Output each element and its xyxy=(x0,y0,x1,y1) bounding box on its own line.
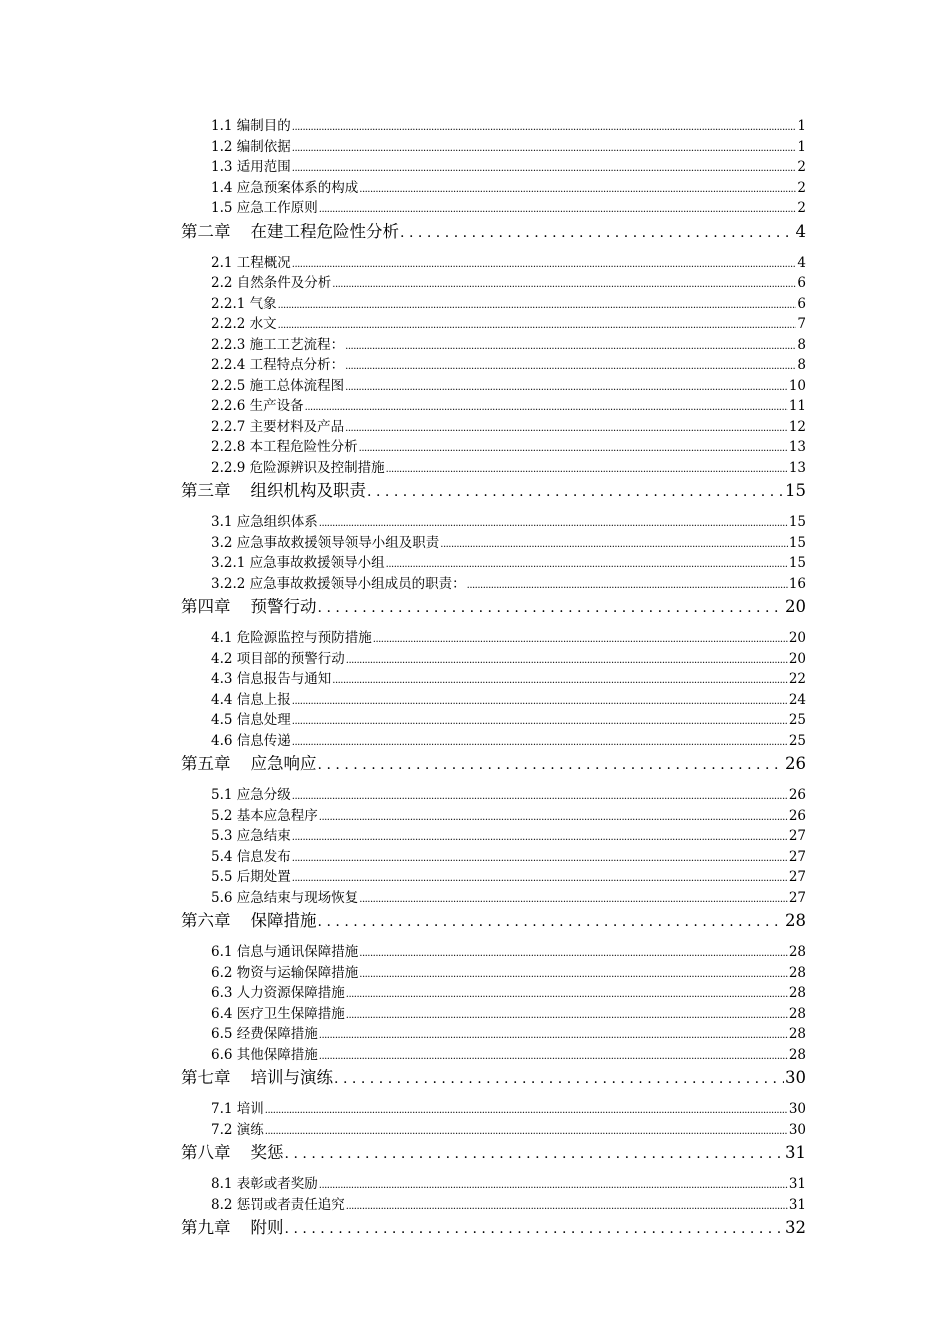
page-number: 24 xyxy=(788,691,806,708)
section-label: 5.1 应急分级 xyxy=(211,787,291,803)
toc-chapter-entry[interactable] xyxy=(181,1140,806,1166)
section-label: 8.2 惩罚或者责任追究 xyxy=(211,1196,345,1213)
section-label: 2.2.3 施工工艺流程： xyxy=(211,336,345,353)
toc-section-entry[interactable] xyxy=(211,867,806,888)
dot-leader xyxy=(359,965,788,986)
toc-section-entry[interactable] xyxy=(211,417,806,438)
chapter-number: 第二章 xyxy=(181,221,231,241)
toc-section-entry[interactable] xyxy=(211,1004,806,1025)
section-label: 6.2 物资与运输保障措施 xyxy=(211,964,359,981)
toc-section-entry[interactable] xyxy=(211,1174,806,1195)
dot-leader xyxy=(292,849,788,870)
page-number: 1 xyxy=(797,138,806,155)
page-number: 26 xyxy=(785,754,806,773)
dot-leader xyxy=(292,692,788,713)
page-number: 22 xyxy=(788,671,806,687)
toc-section-entry[interactable] xyxy=(211,669,806,690)
toc-chapter-entry[interactable] xyxy=(181,1215,806,1241)
chapter-number: 第九章 xyxy=(181,1218,231,1237)
toc-section-entry[interactable] xyxy=(211,942,806,963)
page-number: 1 xyxy=(797,118,806,134)
dot-leader xyxy=(318,752,785,778)
page-number: 25 xyxy=(788,732,806,749)
dot-leader xyxy=(292,787,788,808)
chapter-title: 预警行动 xyxy=(250,597,317,616)
toc-section-entry[interactable] xyxy=(211,355,806,376)
page-number: 28 xyxy=(788,944,806,960)
toc-section-entry[interactable] xyxy=(211,628,806,649)
page-number: 2 xyxy=(797,159,806,175)
section-label: 4.2 项目部的预警行动 xyxy=(211,650,345,667)
page-number: 31 xyxy=(788,1196,806,1213)
chapter-title: 应急响应 xyxy=(250,754,317,773)
dot-leader xyxy=(292,159,797,180)
section-label: 8.1 表彰或者奖励 xyxy=(211,1176,318,1192)
toc-chapter-entry[interactable] xyxy=(181,908,806,934)
section-label: 2.1 工程概况 xyxy=(211,254,291,271)
toc-section-entry[interactable] xyxy=(211,649,806,670)
dot-leader xyxy=(319,514,788,535)
section-label: 4.3 信息报告与通知 xyxy=(211,671,332,687)
section-label: 4.4 信息上报 xyxy=(211,691,291,708)
dot-leader xyxy=(305,398,788,419)
toc-section-entry[interactable] xyxy=(211,253,806,274)
table-of-contents xyxy=(181,116,806,1249)
toc-section-entry[interactable] xyxy=(211,198,806,219)
dot-leader xyxy=(292,712,788,733)
dot-leader xyxy=(359,944,788,965)
page-number: 6 xyxy=(797,275,806,291)
toc-section-entry[interactable] xyxy=(211,806,806,827)
page-number: 13 xyxy=(788,459,806,476)
dot-leader xyxy=(265,1101,788,1122)
toc-chapter-entry[interactable] xyxy=(181,594,806,620)
section-label: 2.2.8 本工程危险性分析 xyxy=(211,439,358,455)
dot-leader xyxy=(359,180,796,201)
dot-leader xyxy=(346,651,788,672)
section-label: 2.2.4 工程特点分析： xyxy=(211,357,345,373)
page-number: 13 xyxy=(788,439,806,455)
section-label: 2.2.5 施工总体流程图 xyxy=(211,377,345,394)
dot-leader xyxy=(292,828,788,849)
section-label: 2.2.2 水文 xyxy=(211,316,277,332)
toc-section-entry[interactable] xyxy=(211,396,806,417)
dot-leader xyxy=(292,255,797,276)
toc-chapter-entry[interactable] xyxy=(181,751,806,777)
dot-leader xyxy=(318,909,785,935)
dot-leader xyxy=(359,439,788,460)
page-number: 15 xyxy=(785,481,806,500)
page-number: 12 xyxy=(788,418,806,435)
toc-section-entry[interactable] xyxy=(211,826,806,847)
page-number: 15 xyxy=(788,534,806,551)
section-label: 5.6 应急结束与现场恢复 xyxy=(211,889,359,906)
page-number: 8 xyxy=(797,336,806,353)
chapter-number: 第五章 xyxy=(181,754,231,773)
chapter-number: 第六章 xyxy=(181,911,231,930)
page-number: 26 xyxy=(788,787,806,803)
toc-chapter-entry[interactable] xyxy=(181,1065,806,1091)
chapter-number: 第八章 xyxy=(181,1143,231,1162)
page-number: 27 xyxy=(788,869,806,885)
dot-leader xyxy=(319,808,788,829)
toc-section-entry[interactable] xyxy=(211,335,806,356)
section-label: 6.5 经费保障措施 xyxy=(211,1026,318,1042)
chapter-title: 在建工程危险性分析 xyxy=(250,221,399,241)
toc-section-entry[interactable] xyxy=(211,888,806,909)
dot-leader xyxy=(345,337,796,358)
section-label: 7.1 培训 xyxy=(211,1101,264,1117)
page-number: 28 xyxy=(788,1046,806,1063)
page-number: 26 xyxy=(788,807,806,824)
toc-section-entry[interactable] xyxy=(211,785,806,806)
dot-leader xyxy=(292,139,797,160)
page-number: 30 xyxy=(788,1101,806,1117)
toc-section-entry[interactable] xyxy=(211,963,806,984)
section-label: 1.3 适用范围 xyxy=(211,159,291,175)
toc-section-entry[interactable] xyxy=(211,983,806,1004)
chapter-title: 附则 xyxy=(250,1218,284,1237)
page-number: 31 xyxy=(788,1176,806,1192)
dot-leader xyxy=(400,220,795,246)
dot-leader xyxy=(319,1026,788,1047)
section-label: 4.6 信息传递 xyxy=(211,732,291,749)
toc-chapter-entry[interactable] xyxy=(181,478,806,504)
section-label: 2.2.9 危险源辨识及控制措施 xyxy=(211,459,385,476)
toc-section-entry[interactable] xyxy=(211,314,806,335)
toc-section-entry[interactable] xyxy=(211,376,806,397)
dot-leader xyxy=(367,479,784,505)
toc-section-entry[interactable] xyxy=(211,116,806,137)
page-number: 32 xyxy=(785,1218,806,1237)
chapter-title: 奖惩 xyxy=(250,1143,284,1162)
page-number: 20 xyxy=(788,650,806,667)
page-number: 4 xyxy=(795,221,806,241)
page-number: 27 xyxy=(788,889,806,906)
dot-leader xyxy=(386,555,788,576)
dot-leader xyxy=(318,595,785,621)
page-number: 8 xyxy=(797,357,806,373)
dot-leader xyxy=(345,419,788,440)
page-number: 28 xyxy=(788,964,806,981)
dot-leader xyxy=(345,378,788,399)
toc-section-entry[interactable] xyxy=(211,574,806,595)
section-label: 3.2 应急事故救援领导领导小组及职责 xyxy=(211,534,440,551)
toc-section-entry[interactable] xyxy=(211,294,806,315)
toc-section-entry[interactable] xyxy=(211,437,806,458)
dot-leader xyxy=(346,1006,788,1027)
section-label: 3.1 应急组织体系 xyxy=(211,514,318,530)
section-label: 4.1 危险源监控与预防措施 xyxy=(211,630,372,646)
toc-section-entry[interactable] xyxy=(211,137,806,158)
section-label: 3.2.1 应急事故救援领导小组 xyxy=(211,555,385,571)
page-number: 4 xyxy=(797,254,806,271)
page-number: 30 xyxy=(788,1121,806,1138)
toc-section-entry[interactable] xyxy=(211,273,806,294)
dot-leader xyxy=(440,535,788,556)
section-label: 2.2.7 主要材料及产品 xyxy=(211,418,345,435)
section-label: 1.4 应急预案体系的构成 xyxy=(211,179,359,196)
page-number: 15 xyxy=(788,514,806,530)
section-label: 6.1 信息与通讯保障措施 xyxy=(211,944,359,960)
chapter-number: 第三章 xyxy=(181,481,231,500)
page-number: 20 xyxy=(785,597,806,616)
section-label: 5.5 后期处置 xyxy=(211,869,291,885)
page-number: 6 xyxy=(797,295,806,312)
section-label: 7.2 演练 xyxy=(211,1121,264,1138)
dot-leader xyxy=(332,671,788,692)
dot-leader xyxy=(467,576,788,597)
toc-section-entry[interactable] xyxy=(211,690,806,711)
toc-section-entry[interactable] xyxy=(211,1045,806,1066)
toc-section-entry[interactable] xyxy=(211,1195,806,1216)
chapter-title: 保障措施 xyxy=(250,911,317,930)
section-label: 6.3 人力资源保障措施 xyxy=(211,985,345,1001)
page-number: 27 xyxy=(788,828,806,844)
page-number: 10 xyxy=(788,377,806,394)
chapter-title: 组织机构及职责 xyxy=(250,481,366,500)
toc-section-entry[interactable] xyxy=(211,847,806,868)
dot-leader xyxy=(359,890,788,911)
toc-chapter-entry[interactable] xyxy=(181,219,806,245)
dot-leader xyxy=(292,733,788,754)
page-number: 28 xyxy=(788,985,806,1001)
toc-section-entry[interactable] xyxy=(211,178,806,199)
toc-section-entry[interactable] xyxy=(211,1099,806,1120)
dot-leader xyxy=(334,1066,784,1092)
dot-leader xyxy=(278,296,797,317)
dot-leader xyxy=(292,869,788,890)
page-number: 28 xyxy=(785,911,806,930)
page-number: 27 xyxy=(788,848,806,865)
section-label: 6.4 医疗卫生保障措施 xyxy=(211,1005,345,1022)
page-number: 2 xyxy=(797,200,806,216)
section-label: 6.6 其他保障措施 xyxy=(211,1046,318,1063)
dot-leader xyxy=(346,1197,788,1218)
section-label: 3.2.2 应急事故救援领导小组成员的职责： xyxy=(211,575,466,592)
page-number: 7 xyxy=(797,316,806,332)
section-label: 1.1 编制目的 xyxy=(211,118,291,134)
section-label: 4.5 信息处理 xyxy=(211,712,291,728)
page-number: 31 xyxy=(785,1143,806,1162)
page-number: 30 xyxy=(785,1068,806,1087)
toc-section-entry[interactable] xyxy=(211,731,806,752)
page-number: 16 xyxy=(788,575,806,592)
page-number: 2 xyxy=(797,179,806,196)
section-label: 1.2 编制依据 xyxy=(211,138,291,155)
section-label: 2.2.6 生产设备 xyxy=(211,398,304,414)
section-label: 2.2.1 气象 xyxy=(211,295,277,312)
toc-section-entry[interactable] xyxy=(211,512,806,533)
section-label: 5.3 应急结束 xyxy=(211,828,291,844)
dot-leader xyxy=(319,200,797,221)
page-number: 20 xyxy=(788,630,806,646)
page-number: 11 xyxy=(788,398,806,414)
toc-section-entry[interactable] xyxy=(211,533,806,554)
section-label: 5.2 基本应急程序 xyxy=(211,807,318,824)
page-number: 25 xyxy=(788,712,806,728)
dot-leader xyxy=(285,1141,785,1167)
dot-leader xyxy=(346,985,788,1006)
dot-leader xyxy=(386,460,788,481)
dot-leader xyxy=(285,1216,785,1242)
section-label: 1.5 应急工作原则 xyxy=(211,200,318,216)
page-number: 28 xyxy=(788,1005,806,1022)
dot-leader xyxy=(265,1122,788,1143)
toc-section-entry[interactable] xyxy=(211,553,806,574)
toc-section-entry[interactable] xyxy=(211,1024,806,1045)
page-number: 15 xyxy=(788,555,806,571)
dot-leader xyxy=(332,275,796,296)
dot-leader xyxy=(373,630,788,651)
dot-leader xyxy=(292,118,797,139)
dot-leader xyxy=(345,357,796,378)
chapter-number: 第四章 xyxy=(181,597,231,616)
section-label: 2.2 自然条件及分析 xyxy=(211,275,332,291)
chapter-title: 培训与演练 xyxy=(250,1068,333,1087)
toc-section-entry[interactable] xyxy=(211,458,806,479)
toc-section-entry[interactable] xyxy=(211,1120,806,1141)
dot-leader xyxy=(278,316,797,337)
chapter-number: 第七章 xyxy=(181,1068,231,1087)
dot-leader xyxy=(319,1176,788,1197)
page-number: 28 xyxy=(788,1026,806,1042)
section-label: 5.4 信息发布 xyxy=(211,848,291,865)
dot-leader xyxy=(319,1047,788,1068)
toc-section-entry[interactable] xyxy=(211,157,806,178)
toc-section-entry[interactable] xyxy=(211,710,806,731)
